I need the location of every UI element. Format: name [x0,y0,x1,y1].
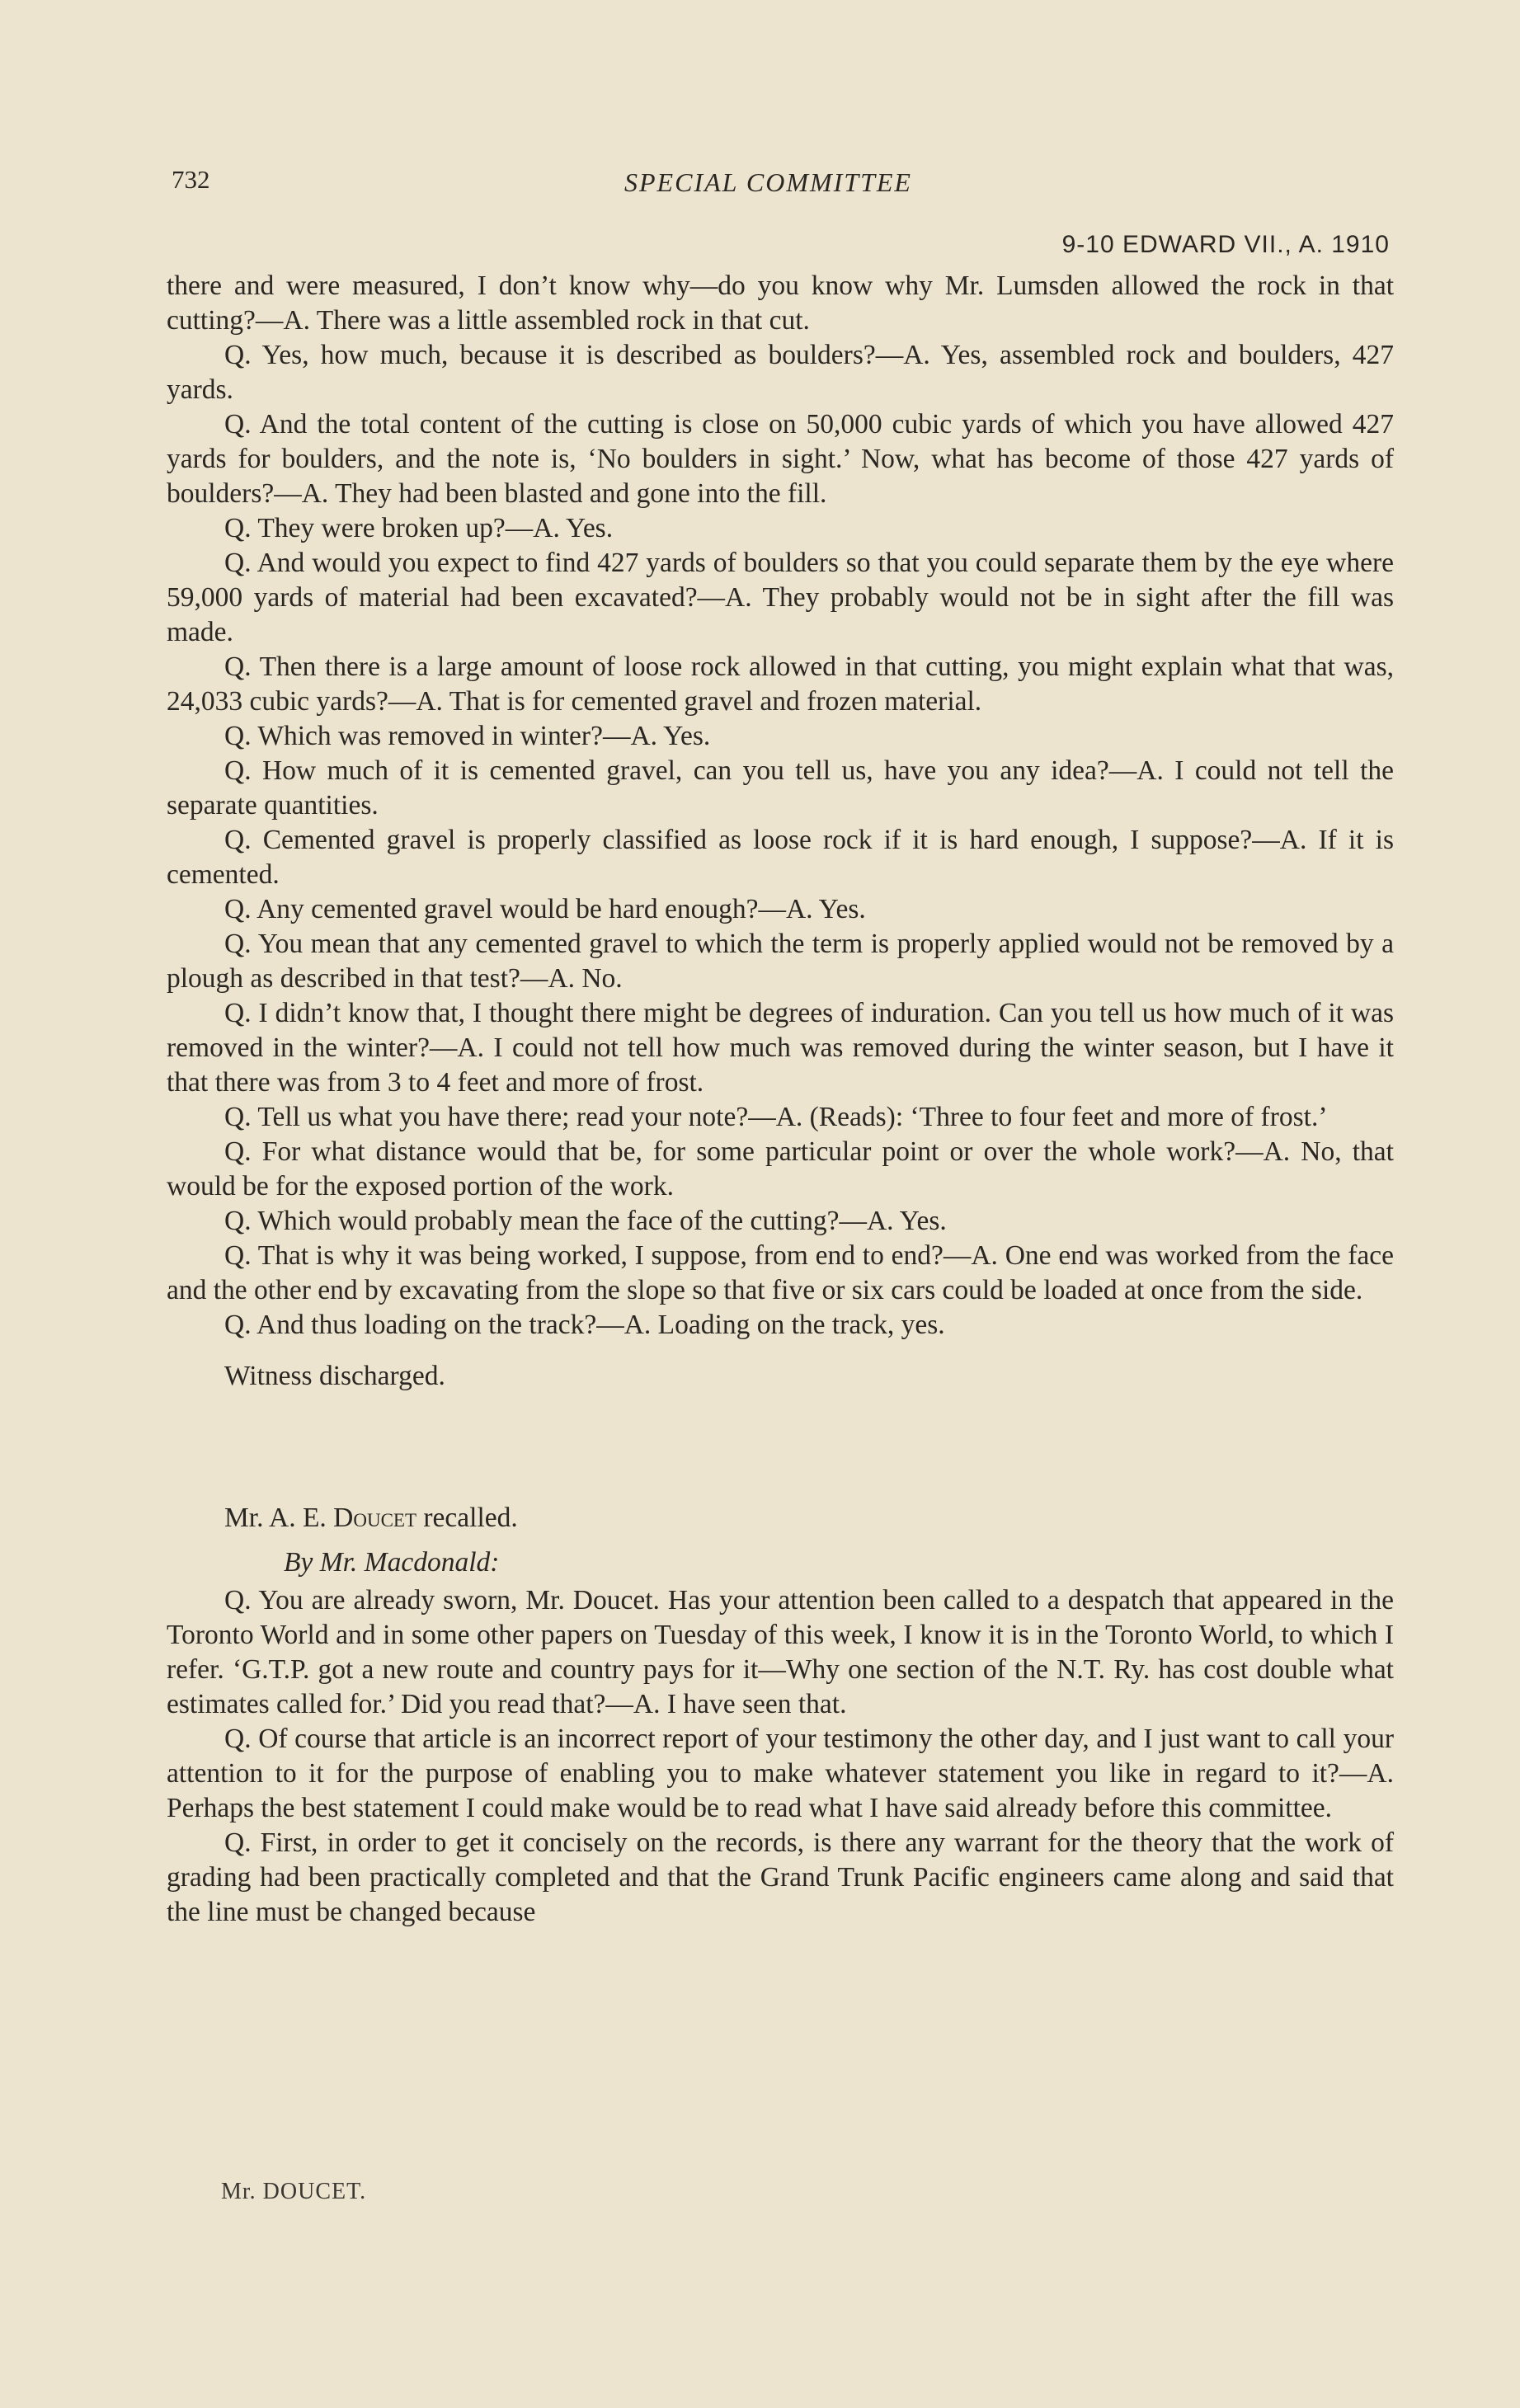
paragraph: Q. And the total content of the cutting is close on 50,000 cubic yards of which you have allowed 427 yards for boulders, and the note is, ‘No boulders in sight.’ Now, what has become of those 427 yards of boulders?—A. They had been blasted and gone into the fill. [167,409,1394,509]
recalled-suffix: recalled. [416,1503,518,1533]
paragraph: there and were measured, I don’t know why—do you know why Mr. Lumsden allowed the rock in that cutting?—A. There was a little assembled rock in that cut. [167,270,1394,336]
paragraph: Q. For what distance would that be, for some particular point or over the whole work?—A. No, that would be for the exposed portion of the work. [167,1136,1394,1202]
paragraph: Q. Cemented gravel is properly classified as loose rock if it is hard enough, I suppose?—A. If it is cemented. [167,825,1394,890]
page-footer: Mr. DOUCET. [221,2179,367,2204]
paragraph: Q. That is why it was being worked, I suppose, from end to end?—A. One end was worked from the face and the other end by excavating from the slope so that five or six cars could be loaded at once from the side. [167,1240,1394,1305]
witness-discharged: Witness discharged. [224,1361,445,1391]
paragraph: Q. Then there is a large amount of loose rock allowed in that cutting, you might explain what that was, 24,033 cubic yards?—A. That is for cemented gravel and frozen material. [167,651,1394,717]
page-title: SPECIAL COMMITTEE [624,167,912,197]
session-label: 9-10 EDWARD VII., A. 1910 [1061,231,1390,258]
paragraph: Q. How much of it is cemented gravel, can you tell us, have you any idea?—A. I could not tell the separate quantities. [167,755,1394,821]
paragraph: Q. And would you expect to find 427 yards of boulders so that you could separate them by the eye where 59,000 yards of material had been excavated?—A. They probably would not be in sight after the fill was made. [167,548,1394,647]
paragraph: Q. Of course that article is an incorrect report of your testimony the other day, and I just want to call your attention to it for the purpose of enabling you to make whatever statement you like in regard to it?—A. Perhaps the best statement I could make would be to read what I have said already before this committee. [167,1724,1394,1823]
paragraph: Q. Which would probably mean the face of the cutting?—A. Yes. [224,1206,947,1236]
paragraph: Q. You mean that any cemented gravel to which the term is properly applied would not be removed by a plough as described in that test?—A. No. [167,929,1394,994]
recalled-prefix: Mr. A. E. [224,1503,334,1533]
paragraph: Q. And thus loading on the track?—A. Loading on the track, yes. [224,1310,945,1340]
paragraph: Q. You are already sworn, Mr. Doucet. Has your attention been called to a despatch that appeared in the Toronto World and in some other papers on Tuesday of this week, I know it is in the Toronto World, to which I refer. ‘G.T.P. got a new route and country pays for it—Why one section of the N.T. Ry. has cost double what estimates called for.’ Did you read that?—A. I have seen that. [167,1585,1394,1719]
witness-recalled [167,1501,1394,1536]
body-text [167,269,1394,1930]
examiner-heading: By Mr. Macdonald: [284,1547,500,1578]
recalled-name: Doucet [333,1503,417,1533]
paragraph: Q. They were broken up?—A. Yes. [224,513,614,543]
paragraph: Q. Any cemented gravel would be hard enough?—A. Yes. [224,894,866,924]
paragraph: Q. Tell us what you have there; read your note?—A. (Reads): ‘Three to four feet and more of frost.’ [224,1102,1328,1132]
paragraph: Q. Yes, how much, because it is described as boulders?—A. Yes, assembled rock and boulders, 427 yards. [167,340,1394,405]
paragraph: Q. First, in order to get it concisely on the records, is there any warrant for the theory that the work of grading had been practically completed and that the Grand Trunk Pacific engineers came along and said that the line must be changed because [167,1827,1394,1927]
paragraph: Q. Which was removed in winter?—A. Yes. [224,721,711,751]
paragraph: Q. I didn’t know that, I thought there might be degrees of induration. Can you tell us how much of it was removed in the winter?—A. I could not tell how much was removed during the winter season, but I have it that there was from 3 to 4 feet and more of frost. [167,998,1394,1098]
page-number: 732 [172,165,210,194]
